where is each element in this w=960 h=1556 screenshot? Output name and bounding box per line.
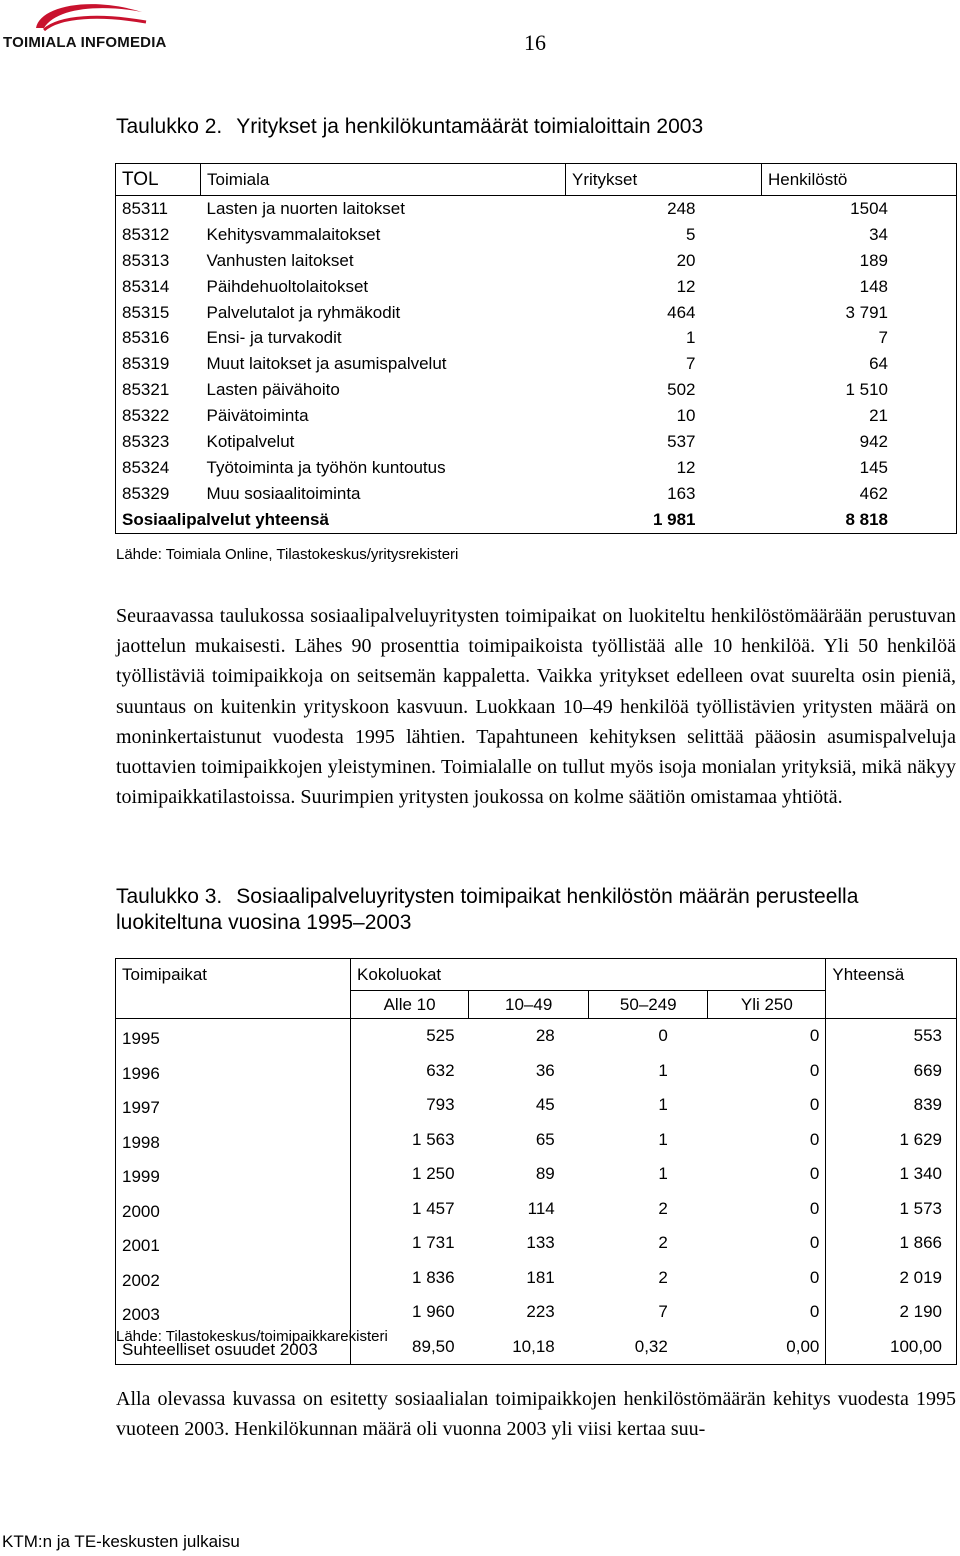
table3-cell-yhteensa: 2 190 (826, 1295, 957, 1330)
table3-cell-alle10: 1 836 (351, 1261, 469, 1296)
table2-row (116, 351, 957, 377)
table2-cell-industry-name: Lasten ja nuorten laitokset (206, 198, 405, 218)
table2-col-tol: TOL (116, 164, 201, 196)
body-paragraph-1: Seuraavassa taulukossa sosiaalipalveluyritysten toimipaikat on luokiteltu henkilöstömäärään perustuvan jaottelun mukaisesti. Lähes 90 prosenttia toimipaikoista työllistää alle 10 henkilöä. Yli 50 henkilöä työllistäviä toimipaikkoja on seitsemän kappaletta. Vaikka yritykset edelleen ovat suurelta osin pieniä, suuntaus on kuitenkin yrityskoon kasvuun. Luokkaan 10–49 henkilöä työllistävien yritysten määrä on moninkertaistunut vuodesta 1995 lähtien. Tapahtuneen kehityksen selittää pääosin asumispalveluja tuottavien toimipaikkojen yleistyminen. Toimialalle on tullut myös isoja monialan yrityksiä, mikä näkyy toimipaikkatilastoissa. Suurimpien yritysten joukossa on kolme säätiön omistamaa yhtiötä. (116, 605, 956, 809)
table2-cell-personnel-count: 34 (762, 222, 957, 248)
table2-cell-tol-code: 85314 (116, 274, 201, 300)
table3-cell-year: 2002 (116, 1261, 351, 1296)
table2-cell-industry-name: Muu sosiaalitoiminta (206, 483, 361, 503)
table3-cell-50-249: 2 (658, 1233, 668, 1253)
table2-cell-companies-count: 10 (676, 406, 696, 426)
body-paragraph-2: Alla olevassa kuvassa on esitetty sosiaalialan toimipaikkojen henkilöstömäärän kehitys vuodesta 1995 vuoteen 2003. Henkilökunnan määrä oli vuonna 2003 yli viisi kertaa suu- (116, 1388, 956, 1441)
page-number: 16 (524, 30, 546, 55)
table2-cell-companies-count: 7 (686, 354, 696, 374)
table3-cell-alle10: 1 960 (351, 1295, 469, 1330)
table3-cell-year: 1996 (116, 1054, 351, 1089)
table3-cell-50-249: 0,32 (589, 1330, 708, 1365)
table3-cell-alle10: 89,50 (351, 1330, 469, 1365)
table2-row (116, 248, 957, 274)
table3-row (116, 1088, 957, 1123)
table3-cell-50-249: 1 (658, 1060, 668, 1080)
table3-cell-yli250: 0 (809, 1198, 820, 1218)
table2-caption (116, 114, 703, 140)
table2-cell-personnel-count: 21 (762, 403, 957, 429)
table2-col-yritykset: Yritykset (566, 164, 762, 196)
table2-row (116, 196, 957, 222)
table3 (115, 958, 957, 1365)
table3-cell-alle10: 793 (351, 1088, 469, 1123)
table3-cell-alle10: 632 (351, 1054, 469, 1089)
table3-cell-50-249: 1 (658, 1129, 668, 1149)
table2-row (116, 429, 957, 455)
table2-cell-companies-count: 502 (667, 380, 696, 400)
footer-publisher: KTM:n ja TE-keskusten julkaisu (2, 1532, 240, 1551)
table2-cell-companies-count: 20 (676, 250, 696, 270)
table2-cell-tol-code: 85324 (116, 455, 201, 481)
table3-col-50-249: 50–249 (589, 991, 708, 1019)
table3-caption (116, 884, 936, 936)
table3-cell-10-49: 28 (535, 1026, 555, 1046)
table2-total-personnel: 8 818 (762, 507, 957, 533)
logo-swoosh-icon (30, 0, 150, 34)
table3-cell-yhteensa: 100,00 (826, 1330, 957, 1365)
table2-row (116, 455, 957, 481)
table3-row (116, 1192, 957, 1227)
table2-col-henkilosto: Henkilöstö (762, 164, 957, 196)
table3-cell-alle10: 1 250 (351, 1157, 469, 1192)
table3-label: Taulukko 3. (116, 885, 223, 908)
table2-cell-companies-count: 464 (667, 302, 696, 322)
table2-cell-companies-count: 248 (667, 198, 696, 218)
table3-cell-10-49: 45 (535, 1095, 555, 1115)
table3-row (116, 1019, 957, 1054)
table2-cell-personnel-count: 942 (762, 429, 957, 455)
table3-col-group-kokoluokat: Kokoluokat (351, 959, 826, 991)
table3-cell-yhteensa: 1 573 (826, 1192, 957, 1227)
table3-cell-50-249: 1 (658, 1095, 668, 1115)
table3-cell-yhteensa: 1 340 (826, 1157, 957, 1192)
table2-cell-tol-code: 85312 (116, 222, 201, 248)
table2-source: Lähde: Toimiala Online, Tilastokeskus/yritysrekisteri (116, 546, 459, 563)
table3-row (116, 1226, 957, 1261)
table3-cell-yli250: 0,00 (708, 1330, 826, 1365)
table2-row (116, 481, 957, 507)
table3-cell-50-249: 0 (658, 1026, 668, 1046)
table2-cell-industry-name: Muut laitokset ja asumispalvelut (206, 354, 447, 374)
table3-cell-yli250: 0 (809, 1129, 820, 1149)
table3-col-alle10: Alle 10 (351, 991, 469, 1019)
table3-cell-alle10: 525 (351, 1019, 469, 1054)
table3-row (116, 1261, 957, 1296)
table2-cell-tol-code: 85322 (116, 403, 201, 429)
table3-cell-yhteensa: 553 (826, 1019, 957, 1054)
table2-col-toimiala: Toimiala (201, 164, 566, 196)
table2-total-row (116, 507, 957, 533)
table3-cell-alle10: 1 731 (351, 1226, 469, 1261)
table3-cell-yli250: 0 (809, 1164, 820, 1184)
table2-cell-companies-count: 12 (676, 457, 696, 477)
table3-cell-year: Suhteelliset osuudet 2003 (116, 1330, 351, 1365)
table3-cell-year: 1998 (116, 1123, 351, 1158)
table2-label: Taulukko 2. (116, 115, 223, 138)
table2-cell-industry-name: Kehitysvammalaitokset (206, 224, 381, 244)
table3-cell-yhteensa: 1 629 (826, 1123, 957, 1158)
table2-cell-tol-code: 85319 (116, 351, 201, 377)
table3-cell-10-49: 36 (535, 1060, 555, 1080)
table3-cell-yli250: 0 (809, 1095, 820, 1115)
table3-col-yhteensa: Yhteensä (826, 959, 957, 1019)
table3-cell-yli250: 0 (809, 1233, 820, 1253)
table2-cell-tol-code: 85313 (116, 248, 201, 274)
table2-cell-personnel-count: 189 (762, 248, 957, 274)
table3-cell-10-49: 223 (526, 1302, 555, 1322)
table3-row (116, 1054, 957, 1089)
table3-col-yli250: Yli 250 (708, 991, 826, 1019)
table2-total-companies: 1 981 (566, 507, 762, 533)
table3-cell-yhteensa: 669 (826, 1054, 957, 1089)
table2-cell-personnel-count: 3 791 (762, 300, 957, 326)
table3-cell-year: 2003 (116, 1295, 351, 1330)
table2-row (116, 274, 957, 300)
table2-cell-industry-name: Ensi- ja turvakodit (206, 328, 342, 348)
table2-cell-tol-code: 85329 (116, 481, 201, 507)
table3-cell-50-249: 2 (658, 1267, 668, 1287)
table2-row (116, 325, 957, 351)
table3-row (116, 1295, 957, 1330)
table3-cell-yli250: 0 (809, 1267, 820, 1287)
table3-cell-year: 1997 (116, 1088, 351, 1123)
table2-cell-companies-count: 5 (686, 224, 696, 244)
table2-cell-industry-name: Päihdehuoltolaitokset (206, 276, 369, 296)
table2-cell-tol-code: 85315 (116, 300, 201, 326)
table3-cell-10-49: 133 (526, 1233, 555, 1253)
publisher-logo (0, 0, 180, 56)
table2-cell-personnel-count: 64 (762, 351, 957, 377)
table3-row (116, 1123, 957, 1158)
table2-row (116, 377, 957, 403)
table2-cell-tol-code: 85323 (116, 429, 201, 455)
table3-cell-10-49: 181 (526, 1267, 555, 1287)
table2-row (116, 222, 957, 248)
table3-header-row (116, 959, 957, 991)
table3-col-toimipaikat: Toimipaikat (116, 959, 351, 1019)
table3-cell-alle10: 1 563 (351, 1123, 469, 1158)
table2-cell-personnel-count: 1 510 (762, 377, 957, 403)
logo-text: TOIMIALA INFOMEDIA (3, 34, 167, 51)
table3-cell-yhteensa: 839 (826, 1088, 957, 1123)
table2-cell-personnel-count: 1504 (762, 196, 957, 222)
table3-title: Sosiaalipalveluyritysten toimipaikat henkilöstön määrän perusteella luokiteltuna vuosina 1995–2003 (116, 885, 859, 934)
table3-cell-alle10: 1 457 (351, 1192, 469, 1227)
table2-title: Yritykset ja henkilökuntamäärät toimialoittain 2003 (236, 115, 704, 138)
table3-cell-50-249: 2 (658, 1198, 668, 1218)
table2-cell-companies-count: 537 (667, 431, 696, 451)
table2-cell-companies-count: 12 (676, 276, 696, 296)
table3-cell-50-249: 1 (658, 1164, 668, 1184)
table2-total-label: Sosiaalipalvelut yhteensä (116, 507, 566, 533)
table3-cell-yhteensa: 1 866 (826, 1226, 957, 1261)
table2-row (116, 403, 957, 429)
table3-cell-10-49: 10,18 (469, 1330, 589, 1365)
table3-cell-yli250: 0 (809, 1026, 820, 1046)
table2-header-row (116, 164, 957, 196)
table3-source: Lähde: Tilastokeskus/toimipaikkarekisteri (116, 1328, 388, 1345)
table2-cell-tol-code: 85321 (116, 377, 201, 403)
table3-cell-year: 1999 (116, 1157, 351, 1192)
table2-cell-industry-name: Vanhusten laitokset (206, 250, 354, 270)
table2-cell-companies-count: 1 (686, 328, 696, 348)
table3-cell-year: 2001 (116, 1226, 351, 1261)
table2-cell-personnel-count: 7 (762, 325, 957, 351)
table2-cell-companies-count: 163 (667, 483, 696, 503)
table3-cell-year: 1995 (116, 1019, 351, 1054)
table2-cell-industry-name: Palvelutalot ja ryhmäkodit (206, 302, 401, 322)
table2-cell-industry-name: Päivätoiminta (206, 406, 309, 426)
table2-cell-personnel-count: 148 (762, 274, 957, 300)
table2-row (116, 300, 957, 326)
table3-cell-10-49: 89 (535, 1164, 555, 1184)
table2-cell-personnel-count: 462 (762, 481, 957, 507)
table2-cell-industry-name: Kotipalvelut (206, 431, 295, 451)
table3-cell-10-49: 65 (535, 1129, 555, 1149)
table2-cell-tol-code: 85311 (116, 196, 201, 222)
table3-cell-10-49: 114 (527, 1198, 555, 1218)
table3-col-10-49: 10–49 (469, 991, 589, 1019)
table3-cell-yli250: 0 (809, 1060, 820, 1080)
table3-cell-year: 2000 (116, 1192, 351, 1227)
table3-cell-yli250: 0 (809, 1302, 820, 1322)
table2-cell-tol-code: 85316 (116, 325, 201, 351)
table3-cell-yhteensa: 2 019 (826, 1261, 957, 1296)
table3-row (116, 1157, 957, 1192)
table2 (115, 163, 957, 534)
table2-cell-personnel-count: 145 (762, 455, 957, 481)
table3-cell-50-249: 7 (658, 1302, 668, 1322)
table2-cell-industry-name: Lasten päivähoito (206, 380, 340, 400)
table2-cell-industry-name: Työtoiminta ja työhön kuntoutus (206, 457, 446, 477)
